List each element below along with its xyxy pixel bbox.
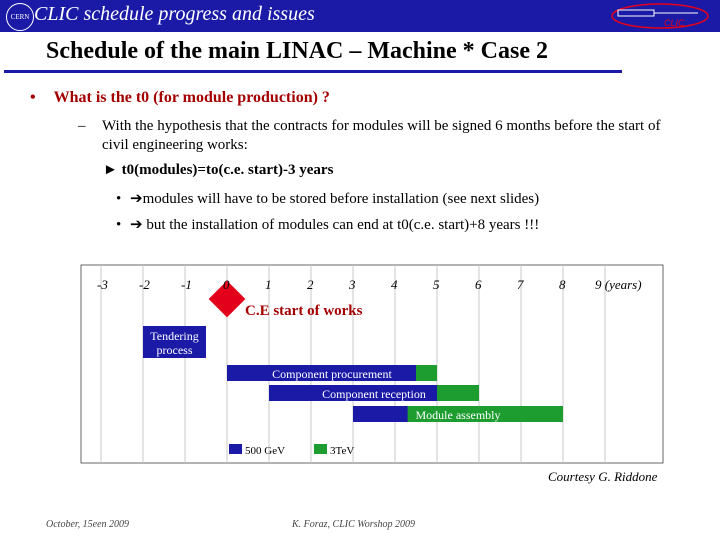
x-tick-label: 1 bbox=[265, 277, 272, 292]
chart-frame bbox=[81, 265, 663, 463]
bullet-hypothesis bbox=[78, 117, 662, 155]
x-tick-label: -3 bbox=[97, 277, 108, 292]
storage-note-text: modules will have to be stored before installation (see next slides) bbox=[142, 191, 540, 207]
bullet-question-text: What is the t0 (for module production) ? bbox=[53, 89, 330, 106]
x-tick-label: 7 bbox=[517, 277, 524, 292]
slide-title: Schedule of the main LINAC – Machine * Case 2 bbox=[46, 38, 548, 64]
legend-swatch bbox=[229, 444, 242, 454]
x-tick-label: 3 bbox=[349, 277, 356, 292]
gantt-bar-label: Component procurement bbox=[272, 367, 392, 381]
gantt-bar-3tev bbox=[437, 385, 479, 401]
bullet-hypothesis-text: With the hypothesis that the contracts for modules will be signed 6 months before the start of civil engineering works: bbox=[102, 118, 661, 153]
x-tick-label: 4 bbox=[391, 277, 398, 292]
header-title: CLIC schedule progress and issues bbox=[34, 3, 315, 25]
x-tick-label: 2 bbox=[307, 277, 314, 292]
cern-logo-text: CERN bbox=[10, 13, 30, 21]
clic-logo-icon bbox=[608, 2, 712, 30]
legend-label: 500 GeV bbox=[245, 445, 286, 457]
installation-note-text: but the installation of modules can end at t0(c.e. start)+8 years !!! bbox=[142, 217, 540, 233]
t0-statement: ► t0(modules)=to(c.e. start)-3 years bbox=[103, 162, 334, 178]
clic-logo-text: CLIC bbox=[664, 18, 685, 28]
bullet-question bbox=[30, 89, 330, 107]
cern-logo-icon bbox=[6, 3, 34, 31]
gantt-bar-label: process bbox=[156, 343, 193, 357]
x-tick-label: 9 (years) bbox=[595, 277, 642, 292]
header-bar bbox=[0, 0, 720, 32]
installation-note bbox=[116, 215, 539, 234]
gantt-bar-label: Component reception bbox=[322, 387, 426, 401]
sub-bullet-marker: • bbox=[116, 217, 122, 233]
arrow-icon: ➔ bbox=[130, 191, 143, 207]
footer-date: October, 15een 2009 bbox=[46, 519, 130, 530]
footer-event: K. Foraz, CLIC Worshop 2009 bbox=[292, 519, 415, 530]
gantt-bar-3tev bbox=[416, 365, 437, 381]
title-underline bbox=[4, 70, 622, 73]
legend-label: 3TeV bbox=[330, 445, 355, 457]
bullet-marker: • bbox=[30, 89, 36, 106]
x-tick-label: -2 bbox=[139, 277, 150, 292]
x-tick-label: 5 bbox=[433, 277, 440, 292]
legend-swatch bbox=[314, 444, 327, 454]
credit-text: Courtesy G. Riddone bbox=[548, 469, 658, 484]
x-tick-label: 0 bbox=[223, 277, 230, 292]
x-tick-label: 8 bbox=[559, 277, 566, 292]
milestone-label: C.E start of works bbox=[245, 303, 363, 319]
x-tick-label: -1 bbox=[181, 277, 192, 292]
dash-marker: – bbox=[78, 118, 86, 134]
schedule-gantt-chart bbox=[80, 264, 664, 464]
sub-bullet-marker: • bbox=[116, 191, 122, 207]
storage-note bbox=[116, 189, 539, 208]
gantt-bar-label: Tendering bbox=[150, 329, 199, 343]
gantt-bar-label: Module assembly bbox=[415, 408, 501, 422]
arrow-icon: ➔ bbox=[130, 217, 143, 233]
x-tick-label: 6 bbox=[475, 277, 482, 292]
